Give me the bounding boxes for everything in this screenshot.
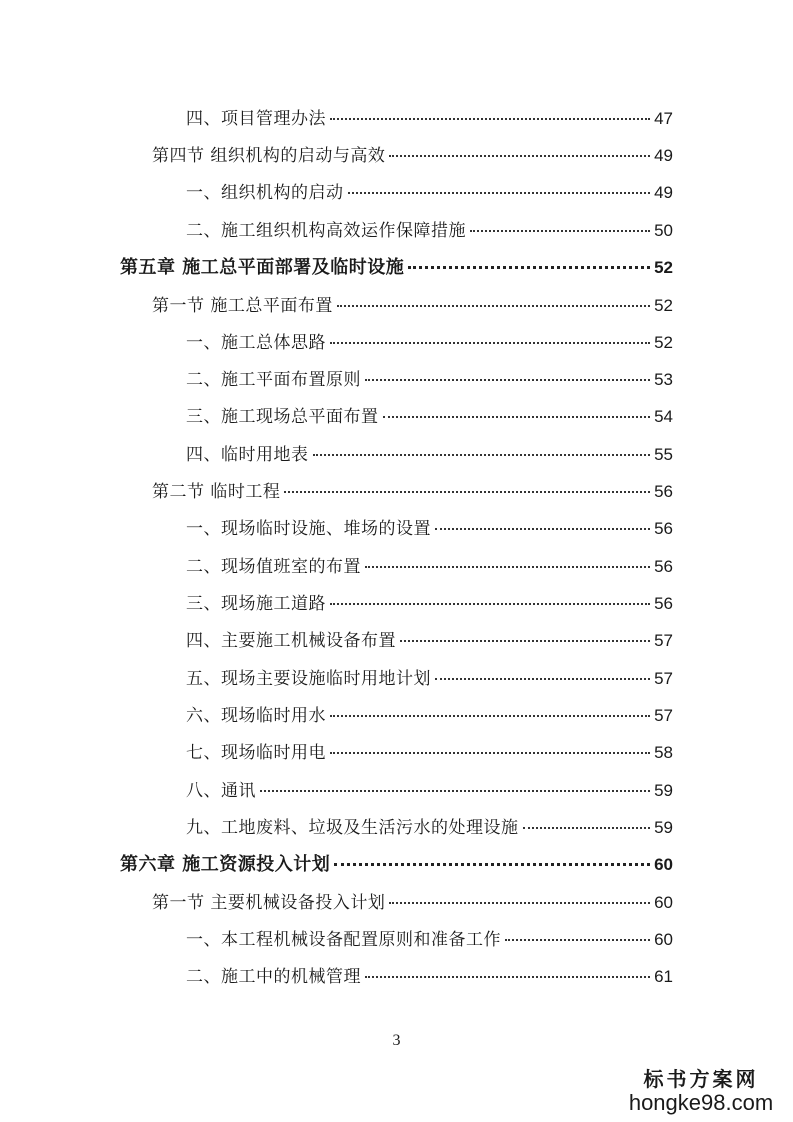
toc-entry-title: 第四节 组织机构的启动与高效: [152, 146, 386, 166]
dot-leader: [337, 305, 650, 307]
toc-entry[interactable]: [186, 630, 673, 652]
toc-entry[interactable]: [152, 481, 673, 503]
toc-entry-page: 60: [654, 893, 673, 912]
toc-entry-title: 三、现场施工道路: [186, 594, 326, 614]
toc-entry[interactable]: [186, 406, 673, 428]
toc-entry-title: 第一节 主要机械设备投入计划: [152, 893, 386, 913]
dot-leader: [435, 678, 650, 680]
toc-entry-page: 60: [654, 930, 673, 949]
toc-entry-title: 一、现场临时设施、堆场的设置: [186, 519, 431, 539]
dot-leader: [383, 416, 651, 418]
toc-entry[interactable]: [186, 929, 673, 951]
toc-entry-title: 二、施工平面布置原则: [186, 370, 361, 390]
toc-entry-title: 三、施工现场总平面布置: [186, 407, 379, 427]
dot-leader: [365, 566, 650, 568]
toc-entry-page: 49: [654, 146, 673, 165]
toc-entry[interactable]: [186, 742, 673, 764]
dot-leader: [523, 827, 651, 829]
toc-entry[interactable]: [152, 295, 673, 317]
toc-entry-page: 59: [654, 781, 673, 800]
toc-entry[interactable]: [186, 593, 673, 615]
toc-entry-title: 四、项目管理办法: [186, 109, 326, 129]
dot-leader: [260, 790, 650, 792]
toc-entry-page: 52: [654, 296, 673, 315]
toc-entry-page: 57: [654, 631, 673, 650]
toc-entry[interactable]: [186, 966, 673, 988]
toc-entry-title: 一、施工总体思路: [186, 333, 326, 353]
dot-leader: [470, 230, 650, 232]
toc-entry-title: 二、现场值班室的布置: [186, 557, 361, 577]
dot-leader: [389, 902, 650, 904]
toc-entry-title: 第一节 施工总平面布置: [152, 296, 333, 316]
toc-entry-page: 56: [654, 557, 673, 576]
toc-entry[interactable]: [186, 556, 673, 578]
dot-leader: [365, 976, 650, 978]
toc-entry-title: 九、工地废料、垃圾及生活污水的处理设施: [186, 818, 519, 838]
toc-entry-title: 二、施工中的机械管理: [186, 967, 361, 987]
watermark-logo: [621, 1069, 781, 1114]
toc-entry-page: 56: [654, 519, 673, 538]
toc-entry[interactable]: [186, 182, 673, 204]
toc-entry[interactable]: [186, 780, 673, 802]
dot-leader: [330, 118, 650, 120]
dot-leader: [330, 715, 650, 717]
toc-entry-page: 55: [654, 445, 673, 464]
toc-entry[interactable]: [152, 145, 673, 167]
dot-leader: [505, 939, 650, 941]
dot-leader: [334, 863, 650, 866]
toc-entry-title: 六、现场临时用水: [186, 706, 326, 726]
toc-entry[interactable]: [186, 444, 673, 466]
toc-entry-title: 第五章 施工总平面部署及临时设施: [120, 257, 405, 278]
toc-entry-title: 四、临时用地表: [186, 445, 309, 465]
toc-entry-title: 二、施工组织机构高效运作保障措施: [186, 221, 466, 241]
toc-entry-title: 五、现场主要设施临时用地计划: [186, 669, 431, 689]
toc-entry-page: 53: [654, 370, 673, 389]
toc-entry-page: 50: [654, 221, 673, 240]
page-number: 3: [392, 1032, 401, 1049]
toc-chapter-entry[interactable]: [120, 257, 673, 279]
dot-leader: [400, 640, 650, 642]
toc-entry-page: 56: [654, 594, 673, 613]
dot-leader: [365, 379, 650, 381]
toc-entry-title: 七、现场临时用电: [186, 743, 326, 763]
dot-leader: [389, 155, 650, 157]
toc-entry-page: 54: [654, 407, 673, 426]
toc-entry-title: 第六章 施工资源投入计划: [120, 854, 331, 875]
dot-leader: [330, 752, 650, 754]
toc-entry-title: 第二节 临时工程: [152, 482, 281, 502]
dot-leader: [408, 266, 650, 269]
toc-entry[interactable]: [186, 332, 673, 354]
toc-entry[interactable]: [186, 369, 673, 391]
watermark-cn: 标书方案网: [643, 1067, 759, 1091]
toc-entry-title: 一、组织机构的启动: [186, 183, 344, 203]
dot-leader: [330, 342, 650, 344]
toc-entry-page: 57: [654, 706, 673, 725]
toc-entry-page: 61: [654, 967, 673, 986]
toc-entry-page: 56: [654, 482, 673, 501]
toc-entry-title: 八、通讯: [186, 781, 256, 801]
toc-entry[interactable]: [186, 220, 673, 242]
watermark-en: hongke98.com: [628, 1090, 774, 1115]
toc-entry-page: 57: [654, 669, 673, 688]
toc-entry-page: 52: [654, 333, 673, 352]
dot-leader: [313, 454, 651, 456]
toc-entry[interactable]: [186, 705, 673, 727]
toc-entry-title: 一、本工程机械设备配置原则和准备工作: [186, 930, 501, 950]
toc-entry[interactable]: [186, 518, 673, 540]
toc-entry-page: 59: [654, 818, 673, 837]
toc-entry[interactable]: [186, 108, 673, 130]
dot-leader: [435, 528, 650, 530]
toc-entry-page: 58: [654, 743, 673, 762]
toc-chapter-entry[interactable]: [120, 854, 673, 876]
dot-leader: [284, 491, 650, 493]
toc-entry-page: 52: [654, 258, 673, 277]
toc-entry-page: 60: [654, 855, 673, 874]
toc-entry-page: 47: [654, 109, 673, 128]
toc-entry-page: 49: [654, 183, 673, 202]
dot-leader: [330, 603, 650, 605]
toc-entry[interactable]: [186, 817, 673, 839]
dot-leader: [348, 192, 651, 194]
toc-entry-title: 四、主要施工机械设备布置: [186, 631, 396, 651]
toc-entry[interactable]: [152, 892, 673, 914]
toc-entry[interactable]: [186, 668, 673, 690]
